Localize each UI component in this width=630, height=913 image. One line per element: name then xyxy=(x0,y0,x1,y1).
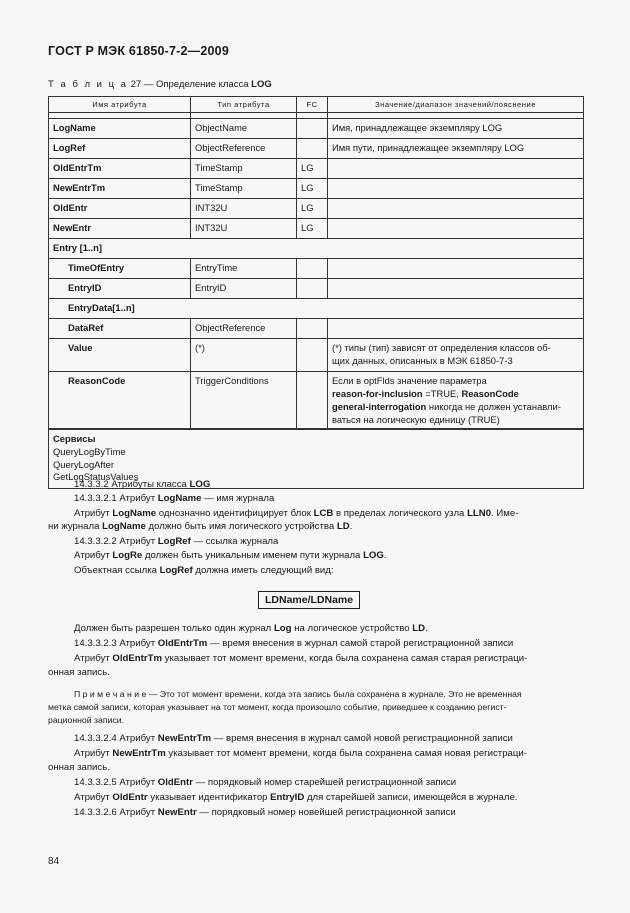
attr-name: NewEntrTm xyxy=(49,179,191,199)
section-heading: 14.3.3.2 Атрибуты класса LOG xyxy=(74,479,211,490)
paragraph: онная запись. xyxy=(48,667,110,678)
entry-label: Entry [1..n] xyxy=(49,239,584,259)
subsection-heading: 14.3.3.2.3 Атрибут OldEntrTm — время внесения в журнал самой старой регистрационной записи xyxy=(74,638,514,649)
attr-type: TriggerConditions xyxy=(191,372,297,429)
paragraph: онная запись. xyxy=(48,762,110,773)
attr-type: ObjectName xyxy=(191,119,297,139)
attr-type: INT32U xyxy=(191,199,297,219)
attr-type: ObjectReference xyxy=(191,319,297,339)
subsection-heading: 14.3.3.2.6 Атрибут NewEntr — порядковый номер новейшей регистрационной записи xyxy=(74,807,456,818)
paragraph: ни журнала LogName должно быть имя логического устройства LD. xyxy=(48,521,353,532)
attr-fc: LG xyxy=(297,159,328,179)
attr-type: ObjectReference xyxy=(191,139,297,159)
note: рационной записи. xyxy=(48,715,124,725)
page-number: 84 xyxy=(48,856,60,867)
attr-desc xyxy=(328,159,584,179)
note: П р и м е ч а н и е — Это тот момент времени, когда эта запись была сохранена в журнале. Это не временная xyxy=(74,689,522,699)
table-row xyxy=(49,219,584,239)
attr-desc xyxy=(328,219,584,239)
attr-fc: LG xyxy=(297,199,328,219)
log-class-table xyxy=(48,96,584,489)
attr-desc: Имя, принадлежащее экземпляру LOG xyxy=(328,119,584,139)
attr-desc xyxy=(328,179,584,199)
col-header-desc: Значение/диапазон значений/пояснение xyxy=(328,97,584,113)
attr-name: TimeOfEntry xyxy=(49,259,191,279)
col-header-type: Тип атрибута xyxy=(191,97,297,113)
caption-label: Т а б л и ц а xyxy=(48,79,128,90)
paragraph: Должен быть разрешен только один журнал Log на логическое устройство LD. xyxy=(74,623,428,634)
paragraph: Атрибут NewEntrTm указывает тот момент времени, когда была сохранена самая новая регистраци- xyxy=(74,748,527,759)
table-row xyxy=(49,199,584,219)
paragraph: Объектная ссылка LogRef должна иметь следующий вид: xyxy=(74,565,334,576)
service-item: QueryLogByTime xyxy=(53,445,126,457)
subsection-heading: 14.3.3.2.4 Атрибут NewEntrTm — время внесения в журнал самой новой регистрационной записи xyxy=(74,733,513,744)
attr-fc xyxy=(297,119,328,139)
attr-desc xyxy=(328,199,584,219)
col-header-fc: FC xyxy=(297,97,328,113)
paragraph: Атрибут LogName однозначно идентифицирует блок LCB в пределах логического узла LLN0. Име- xyxy=(74,508,519,519)
table-row xyxy=(49,179,584,199)
subsection-heading: 14.3.3.2.2 Атрибут LogRef — ссылка журнала xyxy=(74,536,279,547)
paragraph: Атрибут LogRe должен быть уникальным именем пути журнала LOG. xyxy=(74,550,387,561)
service-item: QueryLogAfter xyxy=(53,458,114,470)
table-row xyxy=(49,119,584,139)
paragraph: Атрибут OldEntrTm указывает тот момент времени, когда была сохранена самая старая регистраци- xyxy=(74,653,528,664)
table-row xyxy=(49,372,584,429)
entrydata-label: EntryData[1..n] xyxy=(49,299,584,319)
attr-name: EntryID xyxy=(49,279,191,299)
caption-text: 27 — Определение класса xyxy=(127,79,252,90)
document-header: ГОСТ Р МЭК 61850-7-2—2009 xyxy=(48,44,229,58)
entrydata-row xyxy=(49,299,584,319)
attr-type: EntryID xyxy=(191,279,297,299)
caption-class: LOG xyxy=(251,79,272,90)
reference-format-box: LDName/LDName xyxy=(258,591,360,609)
attr-name: DataRef xyxy=(49,319,191,339)
attr-name: NewEntr xyxy=(49,219,191,239)
attr-fc xyxy=(297,139,328,159)
attr-type: TimeStamp xyxy=(191,179,297,199)
table-row xyxy=(49,319,584,339)
subsection-heading: 14.3.3.2.5 Атрибут OldEntr — порядковый номер старейшей регистрационной записи xyxy=(74,777,457,788)
subsection-heading: 14.3.3.2.1 Атрибут LogName — имя журнала xyxy=(74,493,275,504)
table-header-row xyxy=(49,97,584,113)
attr-type: INT32U xyxy=(191,219,297,239)
attr-desc: Имя пути, принадлежащее экземпляру LOG xyxy=(328,139,584,159)
table-row xyxy=(49,279,584,299)
attr-name: OldEntr xyxy=(49,199,191,219)
entry-row xyxy=(49,239,584,259)
service-item: GetLogStatusValues xyxy=(53,471,139,483)
attr-type: (*) xyxy=(191,339,297,372)
attr-desc: (*) типы (тип) зависят от определения классов об- щих данных, описанных в МЭК 61850-7-3 xyxy=(328,339,584,372)
attr-fc: LG xyxy=(297,219,328,239)
paragraph: Атрибут OldEntr указывает идентификатор EntryID для старейшей записи, имеющейся в журнале. xyxy=(74,792,518,803)
col-header-name: Имя атрибута xyxy=(49,97,191,113)
table-row xyxy=(49,339,584,372)
attr-name: Value xyxy=(49,339,191,372)
table-row xyxy=(49,259,584,279)
attr-type: TimeStamp xyxy=(191,159,297,179)
note: метка самой записи, которая указывает на тот момент, когда произошло событие, приведшее к созданию регист- xyxy=(48,702,507,712)
table-caption xyxy=(48,79,272,90)
attr-name: OldEntrTm xyxy=(49,159,191,179)
services-title: Сервисы xyxy=(53,433,96,444)
attr-name: LogName xyxy=(49,119,191,139)
table-row xyxy=(49,139,584,159)
table-row xyxy=(49,159,584,179)
attr-name: ReasonCode xyxy=(49,372,191,429)
attr-fc: LG xyxy=(297,179,328,199)
attr-name: LogRef xyxy=(49,139,191,159)
attr-desc: Если в optFlds значение параметра reason-for-inclusion =TRUE, ReasonCode general-interrogation никогда не должен устанавли- ваться на логическую единицу (TRUE) xyxy=(328,372,584,429)
attr-type: EntryTime xyxy=(191,259,297,279)
